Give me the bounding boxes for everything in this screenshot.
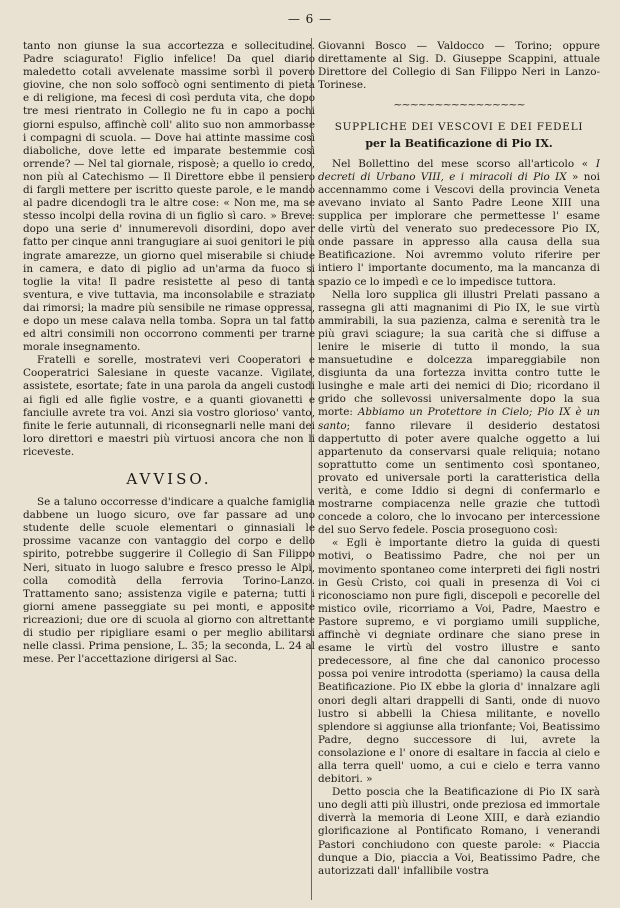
left-paragraph-2: Fratelli e sorelle, mostratevi veri Cooperatori e Cooperatrici Salesiane in queste vacanze. Vigilate, assistete, esortate; fate in una parola da angeli custodi ai figli ed alle figlie vostre, e a quanti giovanetti e fanciulle avrete tra voi. Anzi sia vostro glorioso' vanto, finite le ferie autunnali, di riconsegnarli nelle mani dei loro direttori e maestri più virtuosi ancora che non li riceveste. xyxy=(23,354,315,458)
right-paragraph-1 xyxy=(318,158,600,289)
right-paragraph-2 xyxy=(318,289,600,538)
decorative-separator: ~~~~~~~~~~~~~~~~ xyxy=(393,98,525,112)
right-column xyxy=(318,40,600,878)
p1-text-a: Nel Bollettino del mese scorso all'articolo « xyxy=(332,157,596,170)
p2-text-a: Nella loro supplica gli illustri Prelati passano a rassegna gli atti magnanimi di Pio IX, le sue virtù ammirabili, la sua pazienza, calma e serenità tra le più gravi sciagure; la sua carità che si diffuse a lenire le miserie di tutto il mondo, la sua mansuetudine e dolcezza impareggiabile non disgiunta da una fortezza invitta contro tutte le lusinghe e male arti dei nemici di Dio; ricordano il grido che sollevossi universalmente dopo la sua morte: xyxy=(318,288,600,419)
p1-text-b: » noi accennammo come i Vescovi della provincia Veneta avevano inviato al Santo Padre Leone XIII una supplica per implorare che permettesse l' esame delle virtù del venerato suo predecessore Pio IX, onde passare in appresso alla causa della sua Beatificazione. Noi avremmo voluto riferire per intiero l' importante documento, ma la mancanza di spazio ce lo impedì e ce lo impedisce tuttora. xyxy=(318,170,601,288)
right-paragraph-4: Detto poscia che la Beatificazione di Pio IX sarà uno degli atti più illustri, onde preziosa ed immortale diverrà la memoria di Leone XIII, e darà eziandio glorificazione al Pontificato Romano, i venerandi Pastori conchiudono con queste parole: « Piaccia dunque a Dio, piaccia a Voi, Beatissimo Padre, che autorizzati dall' infallibile vostra xyxy=(318,786,600,877)
avviso-text: Se a taluno occorresse d'indicare a qualche famiglia dabbene un luogo sicuro, ove far passare ad uno studente delle scuole elementari o ginnasiali le prossime vacanze con vantaggio del corpo e dello spirito, potrebbe suggerire il Collegio di San Filippo Neri, situato in luogo salubre e fresco presso le Alpi, colla comodità della ferrovia Torino-Lanzo. Trattamento sano; assistenza vigile e paterna; tutti i giorni amene passeggiate su pei monti, e apposite ricreazioni; due ore di scuola al giorno con altrettante di studio per ripigliare esami o per meglio abilitarsi nelle classi. Prima pensione, L. 35; la seconda, L. 24 al mese. Per l'accettazione dirigersi al Sac. xyxy=(23,496,315,666)
left-paragraph-1: tanto non giunse la sua accortezza e sollecitudine. Padre sciagurato! Figlio infelice! Da quel diario maledetto cotali avvelenate massime sorbì il povero giovine, che non solo soffocò ogni sentimento di pietà e di religione, ma fecesi di così perduta vita, che dopo tre mesi rientrato in Collegio ne fu in capo a pochi giorni espulso, affinchè coll' alito suo non ammorbasse i compagni di scuola. — Dove hai attinte massime così diaboliche, dove lette ed imparate bestemmie così orrende? — Nel tal giornale, risposè; a quello io credo, non più al Catechismo — Il Direttore ebbe il pensiero di fargli mettere per iscritto queste parole, e le mandò al padre dicendogli tra le altre cose: « Non me, ma se stesso incolpi della rovina di un figlio sì caro. » Breve: dopo una serie d' innumerevoli disordini, dopo aver fatto per cinque anni trangugiare ai suoi genitori le più ingrate amarezze, un giorno quel miserabile si chiude in camera, e dato di piglio ad un'arma da fuoco si toglie la vita! Il padre resistette al peso di tanta sventura, e vive tuttavia, ma inconsolabile e straziato dai rimorsi; la madre più sensibile ne rimase oppressa, e dopo un mese calava nella tomba. Sopra un tal fatto ed altri consimili non occorrono commenti per trarne morale insegnamento. xyxy=(23,40,315,354)
right-paragraph-top: Giovanni Bosco — Valdocco — Torino; oppure direttamente al Sig. D. Giuseppe Scappini, attuale Direttore del Collegio di San Filippo Neri in Lanzo-Torinese. xyxy=(318,40,600,92)
avviso-heading: AVVISO. xyxy=(126,470,212,488)
p2-italic-quote: Abbiamo un Protettore in Cielo; Pio IX è un santo xyxy=(318,406,600,432)
left-column xyxy=(23,40,315,666)
section-subtitle: per la Beatificazione di Pio IX. xyxy=(365,136,553,150)
p1-italic-title: I decreti di Urbano VIII, e i miracoli di Pio IX xyxy=(318,157,600,183)
p2-text-b: ; fanno rilevare il desiderio destatosi dappertutto di poter avere qualche oggetto a lui appartenuto da conservarsi quale reliquia; notano soprattutto come un sentimento così spontaneo, provato ed universale porti la caratteristica della verità, e come Iddio si degni di confermarlo e mostrarne compiacenza nelle grazie che tuttodì concede a coloro, che lo invocano per intercessione del suo Servo fedele. Poscia proseguono così: xyxy=(318,419,600,537)
right-paragraph-3: « Egli è importante dietro la guida di questi motivi, o Beatissimo Padre, che noi per un movimento spontaneo come interpreti dei figli nostri in Gesù Cristo, coi quali in presenza di Voi ci riconosciamo non pure figli, discepoli e pecorelle del mistico ovile, ricorriamo a Voi, Padre, Maestro e Pastore supremo, e vi porgiamo umili suppliche, affinchè vi degniate ordinare che siano prese in esame le virtù del vostro illustre e santo predecessore, al fine che dal canonico processo possa poi venire introdotta (speriamo) la causa della Beatificazione. Pio IX ebbe la gloria d' innalzare agli onori degli altari drappelli di Santi, onde di nuovo lustro si abbelli la Chiesa militante, e novello splendore si aggiunse alla trionfante; Voi, Beatissimo Padre, degno successore di lui, avrete la consolazione e l' onore di esaltare in faccia al cielo e alla terra quell' uomo, a cui e cielo e terra vanno debitori. » xyxy=(318,537,600,786)
page-number: — 6 — xyxy=(287,12,333,26)
section-title: SUPPLICHE DEI VESCOVI E DEI FEDELI xyxy=(334,121,584,134)
